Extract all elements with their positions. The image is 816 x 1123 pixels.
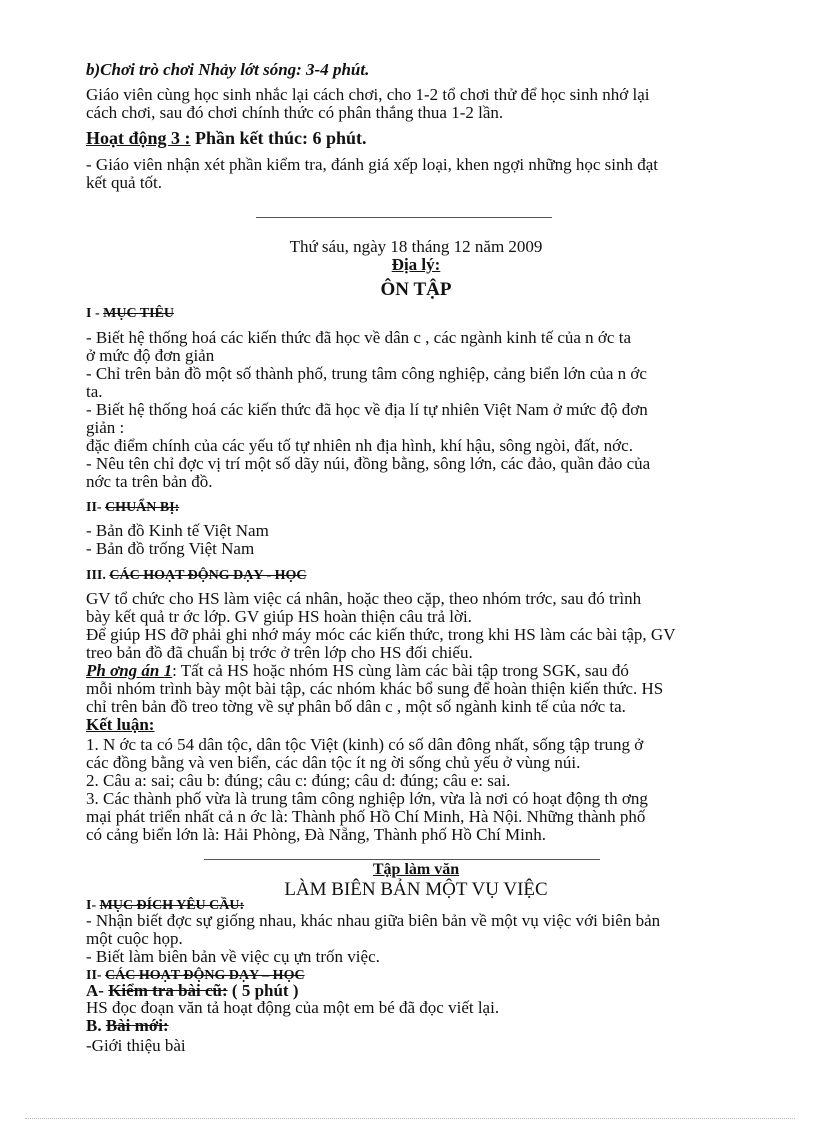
activity-3-line-2: kết quả tốt.	[86, 173, 163, 192]
conclusion-line-4: 3. Các thành phố vừa là trung tâm công nghiệp lớn, vừa là nơi có hoạt động th ơng	[86, 789, 648, 808]
section-3-title: CÁC HOẠT ĐỘNG DẠY - HỌC	[109, 568, 307, 583]
objective-line-1: - Biết hệ thống hoá các kiến thức đã học về dân c , các ngành kinh tế của n ớc ta	[86, 328, 631, 347]
writing-lesson-title: LÀM BIÊN BẢN MỘT VỤ VIỆC	[284, 879, 548, 900]
activities-line-5	[86, 662, 629, 680]
activity-3-label: Hoạt động 3 :	[86, 128, 191, 148]
objective-line-2: ở mức độ đơn giản	[86, 346, 215, 365]
section-1-title: MỤC TIÊU	[103, 306, 175, 321]
section-2-heading	[86, 499, 179, 517]
objective-line-8: - Nêu tên chỉ đợc vị trí một số dãy núi, đồng bằng, sông lớn, các đảo, quần đảo của	[86, 454, 651, 473]
section-2-number: II-	[86, 500, 106, 515]
option-1-label: Ph ơng án 1	[86, 661, 173, 680]
part-a-title: Kiểm tra bài cũ:	[108, 981, 228, 1000]
conclusion-line-3: 2. Câu a: sai; câu b: đúng; câu c: đúng; câu d: đúng; câu e: sai.	[86, 771, 511, 790]
part-a-line-1: HS đọc đoạn văn tả hoạt động của một em bé đã đọc viết lại.	[86, 998, 500, 1017]
section-1-heading	[86, 305, 174, 323]
objective-line-5: - Biết hệ thống hoá các kiến thức đã học về địa lí tự nhiên Việt Nam ở mức độ đơn	[86, 400, 648, 419]
section-divider	[256, 217, 552, 218]
materials-line-2: - Bản đồ trống Việt Nam	[86, 539, 255, 558]
activities-line-6: mỗi nhóm trình bày một bài tập, các nhóm khác bổ sung để hoàn thiện kiến thức. HS	[86, 679, 664, 698]
activities-line-7: chỉ trên bản đồ treo tờng về sự phân bố dân c , một số ngành kinh tế của nớc ta.	[86, 697, 626, 716]
part-b-line-1: -Giới thiệu bài	[86, 1036, 186, 1055]
activities-line-3: Để giúp HS đỡ phải ghi nhớ máy móc các kiến thức, trong khi HS làm các bài tập, GV	[86, 625, 676, 644]
section-3-heading	[86, 567, 307, 585]
writing-section-2-title: CÁC HOẠT ĐỘNG DẠY – HỌC	[105, 968, 305, 983]
objective-line-6: giản :	[86, 418, 125, 437]
option-1-text: : Tất cả HS hoặc nhóm HS cùng làm các bài tập trong SGK, sau đó	[172, 661, 629, 680]
objective-line-7: đặc điểm chính của các yếu tố tự nhiên nh địa hình, khí hậu, sông ngòi, đất, nớc.	[86, 436, 633, 455]
objective-line-4: ta.	[86, 382, 103, 401]
conclusion-line-6: có cảng biển lớn là: Hải Phòng, Đà Nẵng, Thành phố Hồ Chí Minh.	[86, 825, 547, 844]
writing-section-1-title: MỤC ĐÍCH YÊU CẦU:	[99, 898, 245, 913]
activity-3-line-1: - Giáo viên nhận xét phần kiểm tra, đánh giá xếp loại, khen ngợi những học sinh đạt	[86, 155, 658, 174]
section-3-number: III.	[86, 568, 110, 583]
lesson-date: Thứ sáu, ngày 18 tháng 12 năm 2009	[289, 237, 543, 256]
part-a-number: A-	[86, 981, 109, 1000]
materials-line-1: - Bản đồ Kinh tế Việt Nam	[86, 521, 269, 540]
game-text-line-2: cách chơi, sau đó chơi chính thức có phân thắng thua 1-2 lần.	[86, 103, 504, 122]
requirement-line-1: - Nhận biết đợc sự giống nhau, khác nhau giữa biên bản về một vụ việc với biên bản	[86, 911, 661, 930]
part-b-title: Bài mới:	[105, 1016, 169, 1035]
writing-section-1-number: I-	[86, 898, 100, 913]
activity-3-title: Phần kết thúc: 6 phút.	[190, 128, 367, 148]
game-title: b)Chơi trò chơi Nhảy lớt sóng: 3-4 phút.	[86, 60, 370, 79]
objective-line-3: - Chỉ trên bản đồ một số thành phố, trung tâm công nghiệp, cảng biển lớn của n ớc	[86, 364, 647, 383]
requirement-line-3: - Biết làm biên bản về việc cụ ựn trốn việc.	[86, 947, 380, 966]
page-bottom-border	[25, 1118, 795, 1119]
section-2-title: CHUẨN BỊ:	[105, 500, 180, 515]
part-a-time: ( 5 phút )	[227, 981, 299, 1000]
activity-3-heading	[86, 129, 367, 147]
conclusion-line-1: 1. N ớc ta có 54 dân tộc, dân tộc Việt (kinh) có số dân đông nhất, sống tập trung ở	[86, 735, 644, 754]
conclusion-line-5: mại phát triển nhất cả n ớc là: Thành phố Hồ Chí Minh, Hà Nội. Những thành phố	[86, 807, 646, 826]
conclusion-heading: Kết luận:	[86, 715, 155, 734]
section-1-number: I -	[86, 306, 104, 321]
game-text-line-1: Giáo viên cùng học sinh nhắc lại cách chơi, cho 1-2 tổ chơi thử để học sinh nhớ lại	[86, 85, 650, 104]
conclusion-line-2: các đồng bằng và ven biển, các dân tộc ít ng ời sống chủ yếu ở vùng núi.	[86, 753, 581, 772]
lesson-title: ÔN TẬP	[380, 279, 452, 300]
requirement-line-2: một cuộc họp.	[86, 929, 183, 948]
section-divider-2	[204, 859, 600, 860]
subject-writing: Tập làm văn	[372, 861, 460, 878]
subject-geography: Địa lý:	[391, 255, 441, 274]
activities-line-1: GV tổ chức cho HS làm việc cá nhân, hoặc theo cặp, theo nhóm trớc, sau đó trình	[86, 589, 642, 608]
activities-line-4: treo bản đồ đã chuẩn bị trớc ở trên lớp cho HS đối chiếu.	[86, 643, 473, 662]
part-b-number: B.	[86, 1016, 106, 1035]
part-b-heading	[86, 1017, 169, 1035]
writing-section-2-number: II-	[86, 968, 106, 983]
activities-line-2: bày kết quả tr ớc lớp. GV giúp HS hoàn thiện câu trả lời.	[86, 607, 472, 626]
objective-line-9: nớc ta trên bản đồ.	[86, 472, 213, 491]
